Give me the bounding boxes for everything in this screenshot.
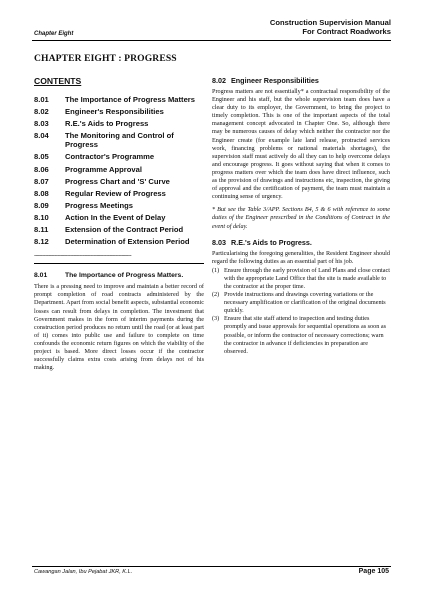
toc-item: [34, 177, 204, 186]
toc-number: 8.11: [34, 225, 49, 235]
section-803-intro: Particularising the foregoing generalities, the Resident Engineer should regard the following duties as an essential part of his job.: [212, 249, 390, 265]
list-item: [212, 315, 390, 355]
section-802-footnote: * But see the Table 3/APP. Sections B4, 5 & 6 with reference to some duties of the Engineer prescribed in the Conditions of Contract in the event of delay.: [212, 206, 390, 230]
toc-title: Regular Review of Progress: [65, 188, 166, 198]
toc-item: [34, 107, 204, 116]
toc-item: [34, 95, 204, 104]
toc-title: Contractor's Programme: [65, 152, 155, 162]
list-text: Provide instructions and drawings covering variations or the necessary amplification or clarification of the original documents quickly.: [224, 291, 386, 315]
section-801-heading: [34, 272, 204, 280]
list-text: Ensure that site staff attend to inspection and testing duties promptly and issue approvals for sequential operations as soon as possible, or inform the contractor of necessary corrections; warn the contractor in advance if deficiencies in preparation are observed.: [224, 315, 387, 355]
chapter-label: Chapter Eight: [34, 31, 74, 37]
toc-item: [34, 201, 204, 210]
toc-number: 8.12: [34, 237, 49, 247]
dashed-separator: --------------------------------------------------------------: [34, 252, 132, 260]
left-column: [34, 76, 204, 372]
manual-title-line2: For Contract Roadworks: [302, 27, 391, 36]
toc-title: The Importance of Progress Matters: [65, 95, 195, 104]
section-802-body: Progress matters are not essentially* a contractual responsibility of the Engineer and his staff, but the whole supervision team does have a clear duty to its employer, the Government, to bring the project to timely completion. This is one of the important aspects of the total management concept advocated in Chapter One. So, although there may be numerous causes of delay which neither the contractor nor the Engineer create (for example late land release, protracted services work, financing problems or national materials shortages), the supervision staff must actively do all they can to help overcome delays and encourage progress. It goes without saying that when it comes to progress matters over which the team does have direct influence, such as the provision of drawings and instructions etc, inspection, the giving of approval and the certification of payment, the team must maintain a continuing sense of urgency.: [212, 88, 390, 201]
contents-list: [34, 95, 204, 246]
header-rule: [32, 40, 391, 41]
section-802-heading: [212, 76, 390, 85]
manual-title-line1: Construction Supervision Manual: [269, 18, 391, 27]
section-803-heading: [212, 238, 390, 247]
list-item: [212, 267, 390, 291]
toc-number: 8.02: [34, 107, 49, 117]
toc-number: 8.04: [34, 131, 49, 141]
footer-department: Cawangan Jalan, Ibu Pejabat JKR, K.L.: [34, 569, 133, 575]
toc-number: 8.10: [34, 212, 49, 222]
list-marker: (1): [212, 266, 220, 274]
toc-number: 8.09: [34, 200, 49, 210]
section-801-body: There is a pressing need to improve and maintain a better record of prompt completion of road contracts administered by the Department. Apart from social benefit aspects, substantial economic losses can result from delays in completion. The investment that Government makes in the form of interim payments during the construction period produces no return until the road (or at least part of it) comes into public use and failure to complete on time confounds the economic return figures on which the viability of the project is based. More direct losses occur if the contractor successfully claims extra costs arising from delays not of his making.: [34, 283, 204, 372]
section-title: Engineer Responsibilities: [231, 76, 319, 85]
page-number: Page 105: [358, 568, 389, 575]
list-marker: (3): [212, 315, 220, 323]
toc-item: [34, 189, 204, 198]
section-number: 8.01: [34, 272, 48, 280]
toc-item: [34, 225, 204, 234]
toc-title: Determination of Extension Period: [65, 237, 190, 247]
list-item: [212, 291, 390, 315]
toc-number: 8.01: [34, 95, 49, 104]
toc-number: 8.08: [34, 188, 49, 198]
toc-number: 8.07: [34, 176, 49, 186]
toc-item: [34, 119, 204, 128]
toc-title: Extension of the Contract Period: [65, 225, 184, 235]
section-title: R.E.'s Aids to Progress.: [231, 237, 312, 247]
toc-item: [34, 131, 204, 149]
list-text: Ensure through the early provision of Land Plans and close contact with the appropriate Land Office that the site is made available to the contractor at the proper time.: [224, 266, 390, 290]
list-marker: (2): [212, 291, 220, 299]
toc-number: 8.06: [34, 164, 49, 174]
toc-title: Action In the Event of Delay: [65, 212, 166, 222]
section-number: 8.02: [212, 76, 226, 85]
toc-title: Progress Chart and 'S' Curve: [65, 176, 170, 186]
toc-item: [34, 213, 204, 222]
toc-title: R.E.'s Aids to Progress: [65, 119, 149, 129]
section-number: 8.03: [212, 237, 226, 247]
toc-item: [34, 152, 204, 161]
toc-item: [34, 237, 204, 246]
toc-number: 8.05: [34, 152, 49, 162]
contents-heading: CONTENTS: [34, 76, 82, 86]
toc-number: 8.03: [34, 119, 49, 129]
chapter-title: CHAPTER EIGHT : PROGRESS: [34, 53, 177, 64]
toc-title: Engineer's Responsibilities: [65, 107, 164, 117]
manual-title: [191, 18, 391, 36]
right-column: [212, 76, 390, 356]
footer-rule: [32, 566, 391, 567]
section-title: The Importance of Progress Matters.: [65, 272, 184, 280]
toc-title: Progress Meetings: [65, 200, 133, 210]
section-rule: [34, 263, 204, 264]
toc-title: Programme Approval: [65, 164, 142, 174]
toc-title: The Monitoring and Control of Progress: [65, 131, 174, 150]
duties-list: [212, 267, 390, 356]
toc-item: [34, 165, 204, 174]
